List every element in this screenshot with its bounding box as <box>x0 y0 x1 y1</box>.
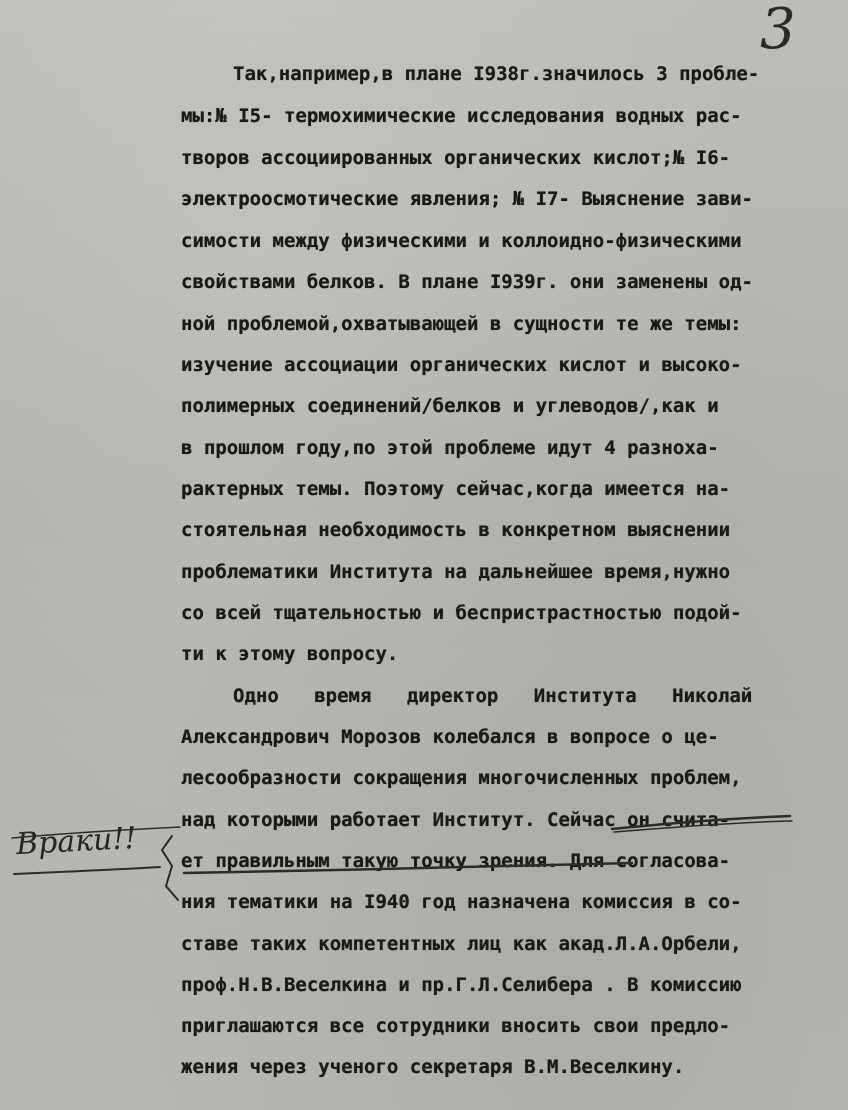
text-line: проф.Н.В.Веселкина и пр.Г.Л.Селибера . В комиссию <box>181 974 742 996</box>
text-line: симости между физическими и коллоидно-физическими <box>181 230 742 252</box>
page-number: 3 <box>760 0 796 62</box>
text-line: над которыми работает Институт. Сейчас он счита- <box>181 809 731 831</box>
text-line: жения через ученого секретаря В.М.Веселкину. <box>181 1056 685 1078</box>
text-line: Так,например,в плане I938г.значилось 3 пробле- <box>233 63 760 85</box>
text-line: со всей тщательностью и беспристрастностью подой- <box>181 602 742 624</box>
text-line: ной проблемой,охватывающей в сущности те же темы: <box>181 313 742 335</box>
margin-note-text: Враки!! <box>15 820 138 863</box>
text-line: ния тематики на I940 год назначена комиссия в со- <box>181 891 742 913</box>
margin-annotation <box>10 820 195 880</box>
text-line: ти к этому вопросу. <box>181 643 399 665</box>
text-line: стоятельная необходимость в конкретном выяснении <box>181 519 731 541</box>
text-line: лесообразности сокращения многочисленных проблем, <box>181 767 742 789</box>
text-line: творов ассоциированных органических кислот;№ I6- <box>181 147 731 169</box>
text-line: Одно время директор Института Николай <box>233 685 753 707</box>
text-line: проблематики Института на дальнейшее время,нужно <box>181 561 731 583</box>
text-line: ставе таких компетентных лиц как акад.Л.А.Орбели, <box>181 933 742 955</box>
text-line: мы:№ I5- термохимические исследования водных рас- <box>181 105 742 127</box>
text-line: электроосмотические явления; № I7- Выяснение зави- <box>181 188 753 210</box>
text-line: свойствами белков. В плане I939г. они заменены од- <box>181 271 753 293</box>
text-line: Александрович Морозов колебался в вопросе о це- <box>181 726 719 748</box>
text-line: рактерных темы. Поэтому сейчас,когда имеется на- <box>181 478 731 500</box>
text-line: полимерных соединений/белков и углеводов/,как и <box>181 395 719 417</box>
text-line: в прошлом году,по этой проблеме идут 4 разноха- <box>181 437 719 459</box>
underline-mark <box>184 863 632 873</box>
text-line: ет правильным такую точку зрения. Для согласова- <box>181 850 731 872</box>
text-line: приглашаются все сотрудники вносить свои предло- <box>181 1015 731 1037</box>
text-line: изучение ассоциации органических кислот и высоко- <box>181 354 742 376</box>
